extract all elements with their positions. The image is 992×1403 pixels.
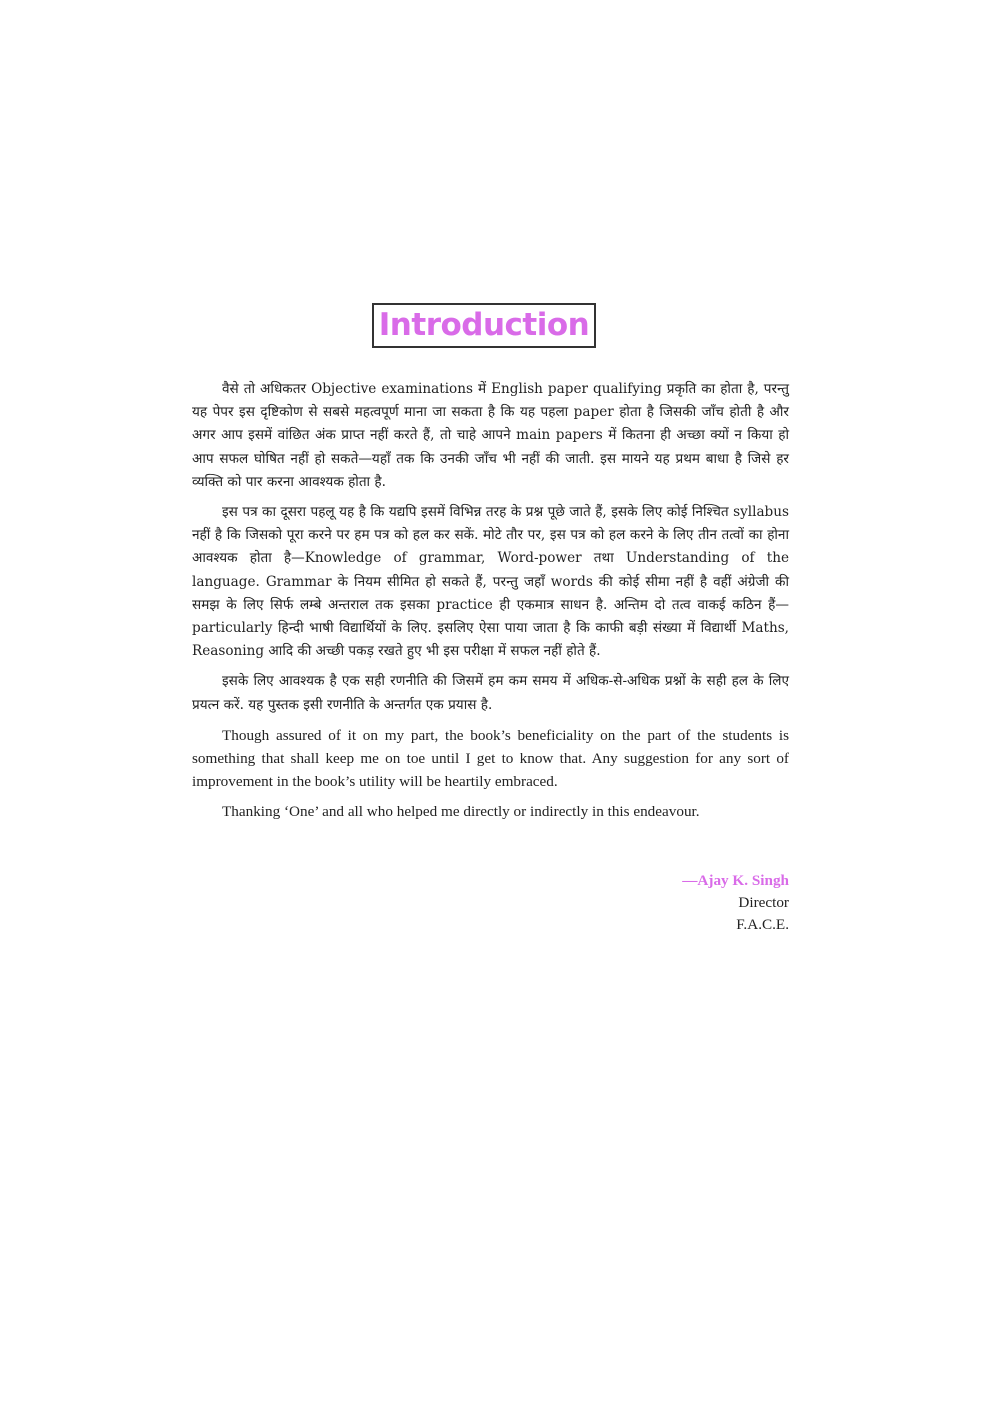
author-organization: F.A.C.E. (736, 916, 789, 933)
author-name: —Ajay K. Singh (682, 872, 789, 889)
signature-block (682, 870, 789, 936)
paragraph-4: Though assured of it on my part, the book’s beneficiality on the part of the students is something that shall keep me on toe until I get to know that. Any suggestion for any sort of improvement in the book’s utility will be heartily embraced. (192, 726, 789, 791)
paragraph-2: इस पत्र का दूसरा पहलू यह है कि यद्यपि इसमें विभिन्न तरह के प्रश्न पूछे जाते हैं, इसके लिए कोई निश्चित syllabus नहीं है कि जिसको पूरा करने पर हम पत्र को हल कर सकें. मोटे तौर पर, इस पत्र को हल करने के लिए तीन तत्वों का होना आवश्यक होता है—Knowledge of grammar, Word-power तथा Understanding of the language. Grammar के नियम सीमित हो सकते हैं, परन्तु जहाँ words की कोई सीमा नहीं है वहीं अंग्रेजी की समझ के लिए सिर्फ लम्बे अन्तराल तक इसका practice ही एकमात्र साधन है. अन्तिम दो तत्व वाकई कठिन हैं—particularly हिन्दी भाषी विद्यार्थियों के लिए. इसलिए ऐसा पाया जाता है कि काफी बड़ी संख्या में विद्यार्थी Maths, Reasoning आदि की अच्छी पकड़ रखते हुए भी इस परीक्षा में सफल नहीं होते हैं. (192, 504, 789, 660)
paragraph-1: वैसे तो अधिकतर Objective examinations में English paper qualifying प्रकृति का होता है, परन्तु यह पेपर इस दृष्टिकोण से सबसे महत्वपूर्ण माना जा सकता है कि यह पहला paper होता है जिसकी जाँच होती है और अगर आप इसमें वांछित अंक प्राप्त नहीं करते हैं, तो चाहे आपने main papers में कितना ही अच्छा क्यों न किया हो आप सफल घोषित नहीं हो सकते—यहाँ तक कि उनकी जाँच भी नहीं की जाती. इस मायने यह प्रथम बाधा है जिसे हर व्यक्ति को पार करना आवश्यक होता है. (192, 381, 789, 490)
author-role: Director (738, 894, 789, 911)
page-title: Introduction (378, 307, 590, 343)
paragraph-5: Thanking ‘One’ and all who helped me directly or indirectly in this endeavour. (222, 803, 700, 821)
title-box (372, 303, 596, 348)
paragraph-3: इसके लिए आवश्यक है एक सही रणनीति की जिसमें हम कम समय में अधिक-से-अधिक प्रश्नों के सही हल के लिए प्रयत्न करें. यह पुस्तक इसी रणनीति के अन्तर्गत एक प्रयास है. (192, 673, 789, 713)
introduction-body (192, 378, 789, 831)
